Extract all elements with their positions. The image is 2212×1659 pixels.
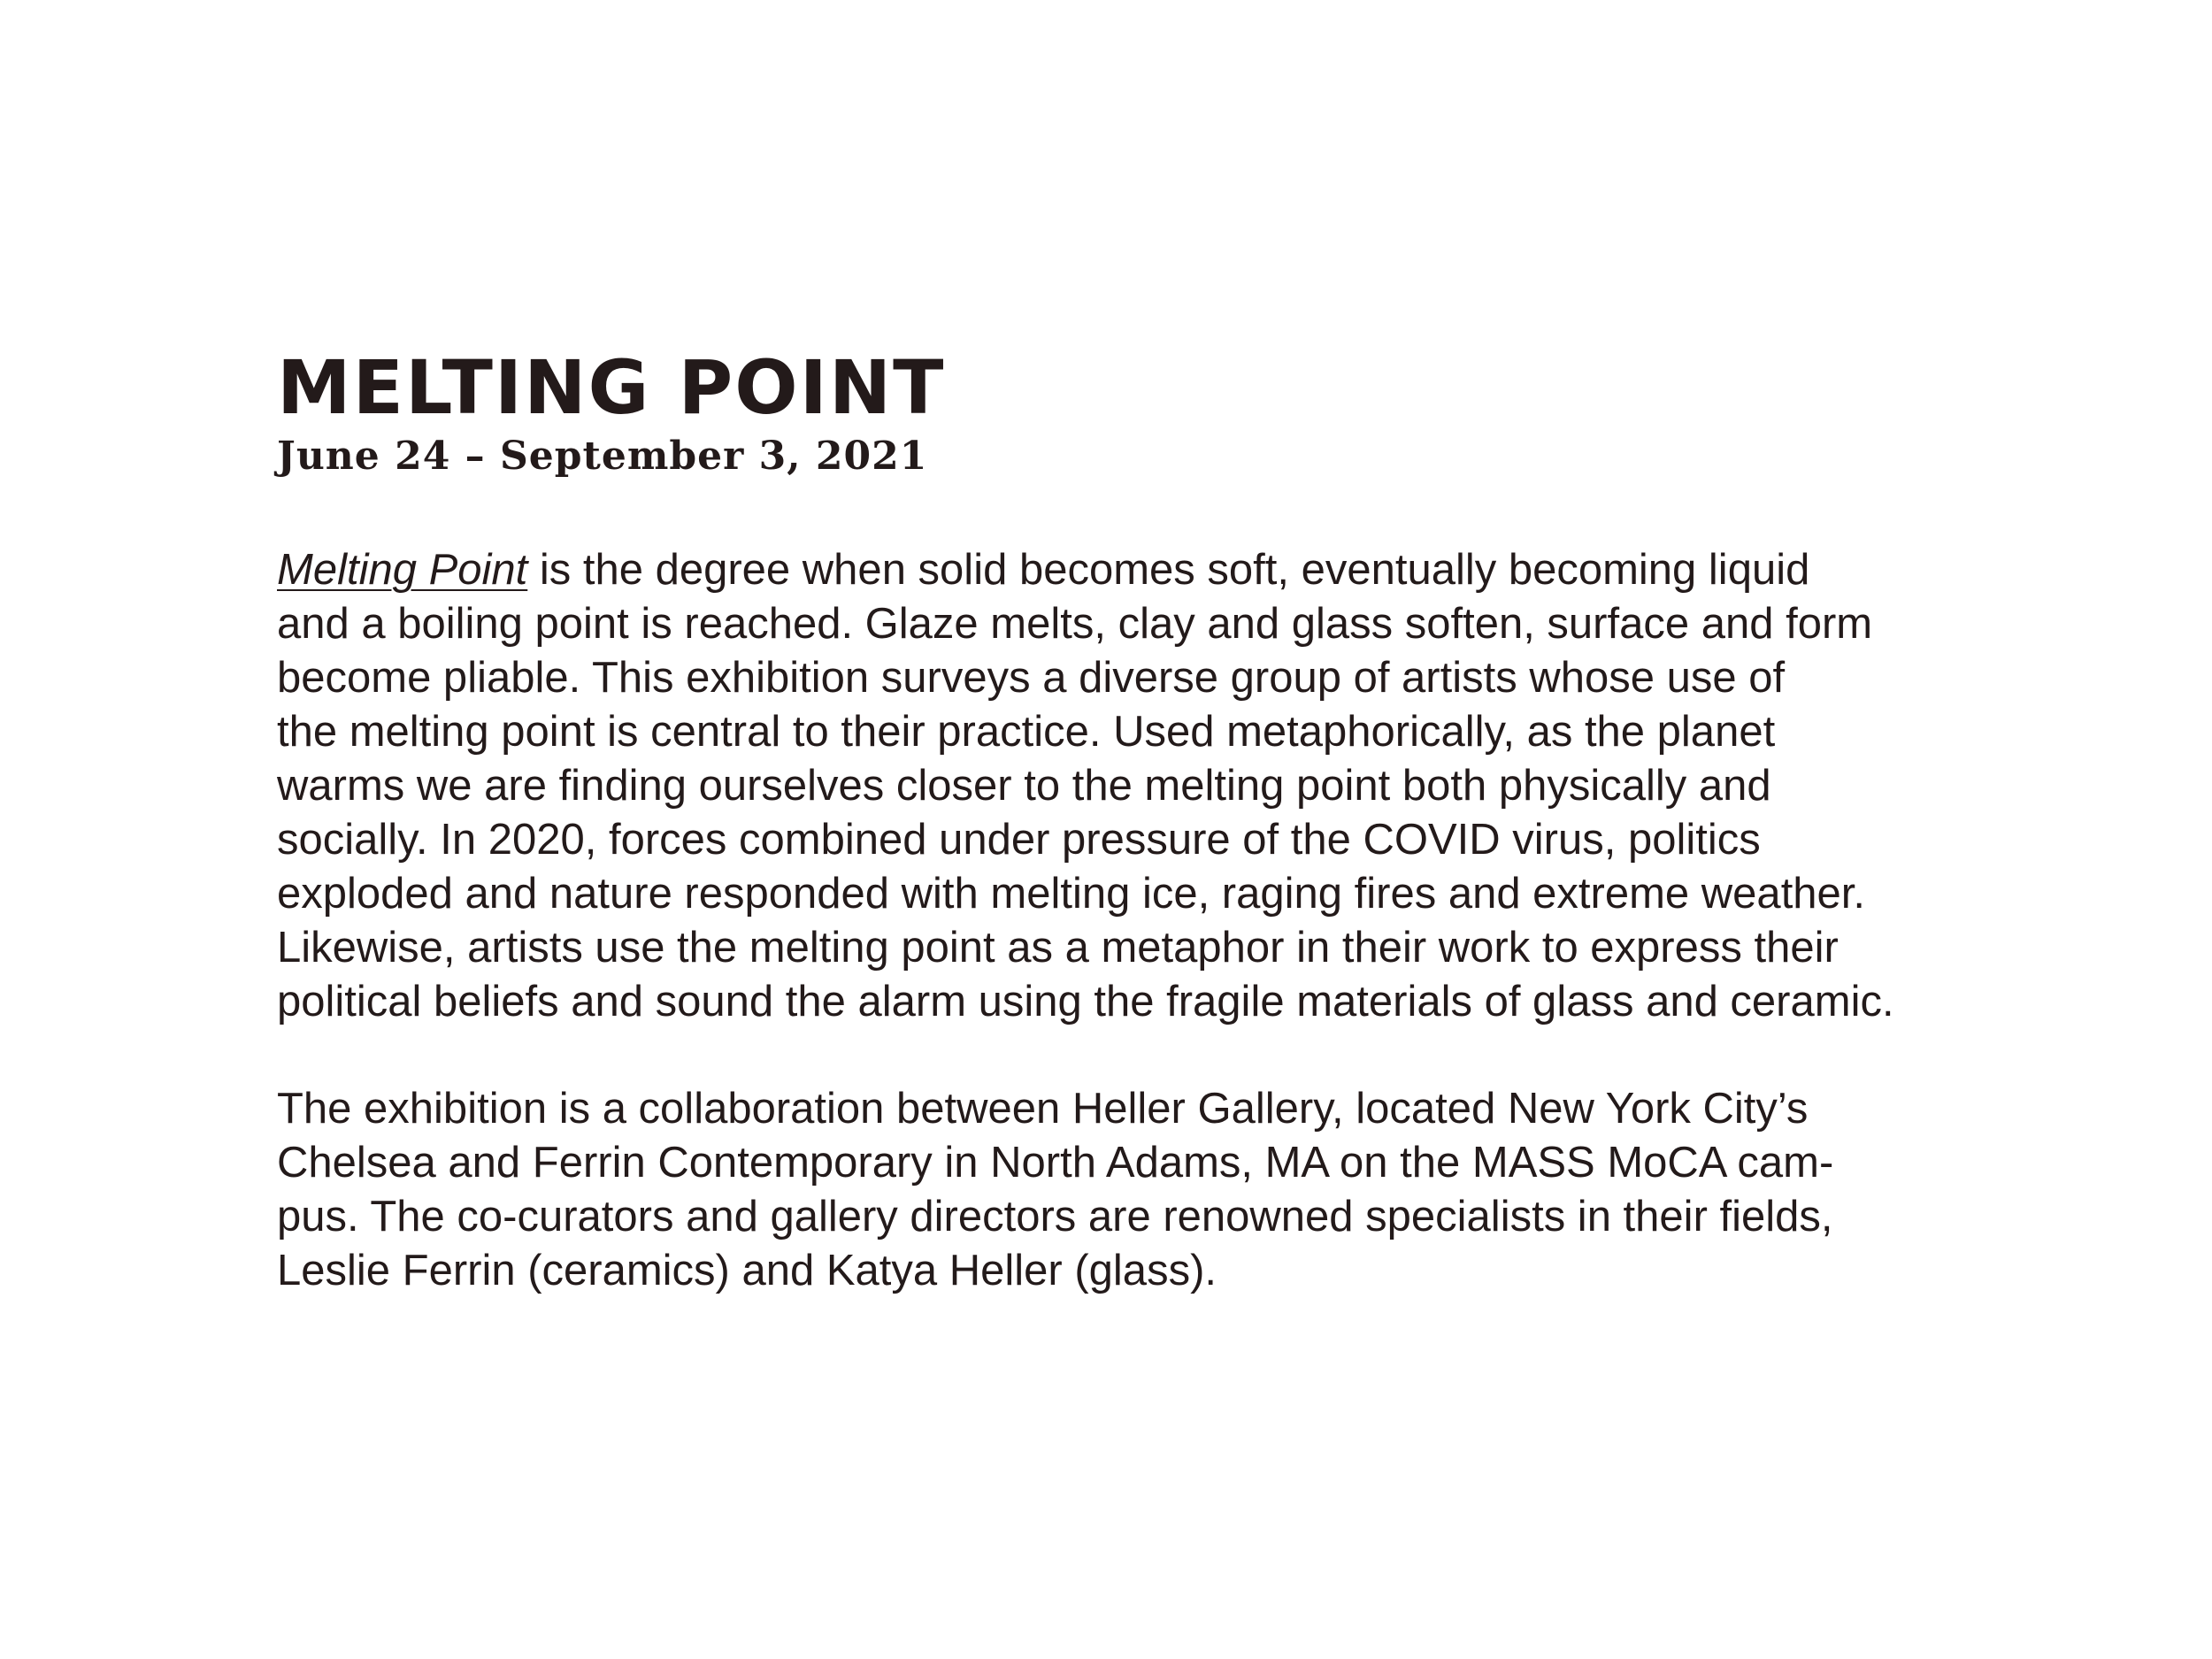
paragraph-line: Leslie Ferrin (ceramics) and Katya Heller (glass). xyxy=(277,1247,1217,1294)
paragraph-line: socially. In 2020, forces combined under pressure of the COVID virus, politics xyxy=(277,816,1761,864)
paragraph-line: exploded and nature responded with melting ice, raging fires and extreme weather. xyxy=(277,870,1866,918)
paragraph-line: Chelsea and Ferrin Contemporary in North Adams, MA on the MASS MoCA cam- xyxy=(277,1139,1834,1187)
paragraph-line: and a boiling point is reached. Glaze melts, clay and glass soften, surface and form xyxy=(277,600,1873,648)
paragraph-line: The exhibition is a collaboration between Heller Gallery, located New York City’s xyxy=(277,1085,1809,1133)
exhibition-title: MELTING POINT xyxy=(277,344,946,431)
exhibition-dates: June 24 – September 3, 2021 xyxy=(277,434,928,479)
work-title: Melting Point xyxy=(277,546,528,594)
line-text: is the degree when solid becomes soft, eventually becoming liquid xyxy=(527,546,1810,594)
paragraph-line: warms we are finding ourselves closer to the melting point both physically and xyxy=(277,762,1771,810)
exhibition-text-panel xyxy=(277,343,1958,1298)
description-paragraph-2 xyxy=(277,1082,1958,1298)
paragraph-line: pus. The co-curators and gallery directors are renowned specialists in their fields, xyxy=(277,1193,1833,1240)
paragraph-line: become pliable. This exhibition surveys a diverse group of artists whose use of xyxy=(277,654,1786,702)
paragraph-line: the melting point is central to their practice. Used metaphorically, as the planet xyxy=(277,708,1776,756)
paragraph-line: Likewise, artists use the melting point as a metaphor in their work to express their xyxy=(277,924,1839,972)
paragraph-line xyxy=(277,543,1958,597)
description-paragraph-1 xyxy=(277,543,1958,1029)
paragraph-line: political beliefs and sound the alarm using the fragile materials of glass and ceramic. xyxy=(277,978,1894,1025)
exhibition-description xyxy=(277,543,1958,1298)
